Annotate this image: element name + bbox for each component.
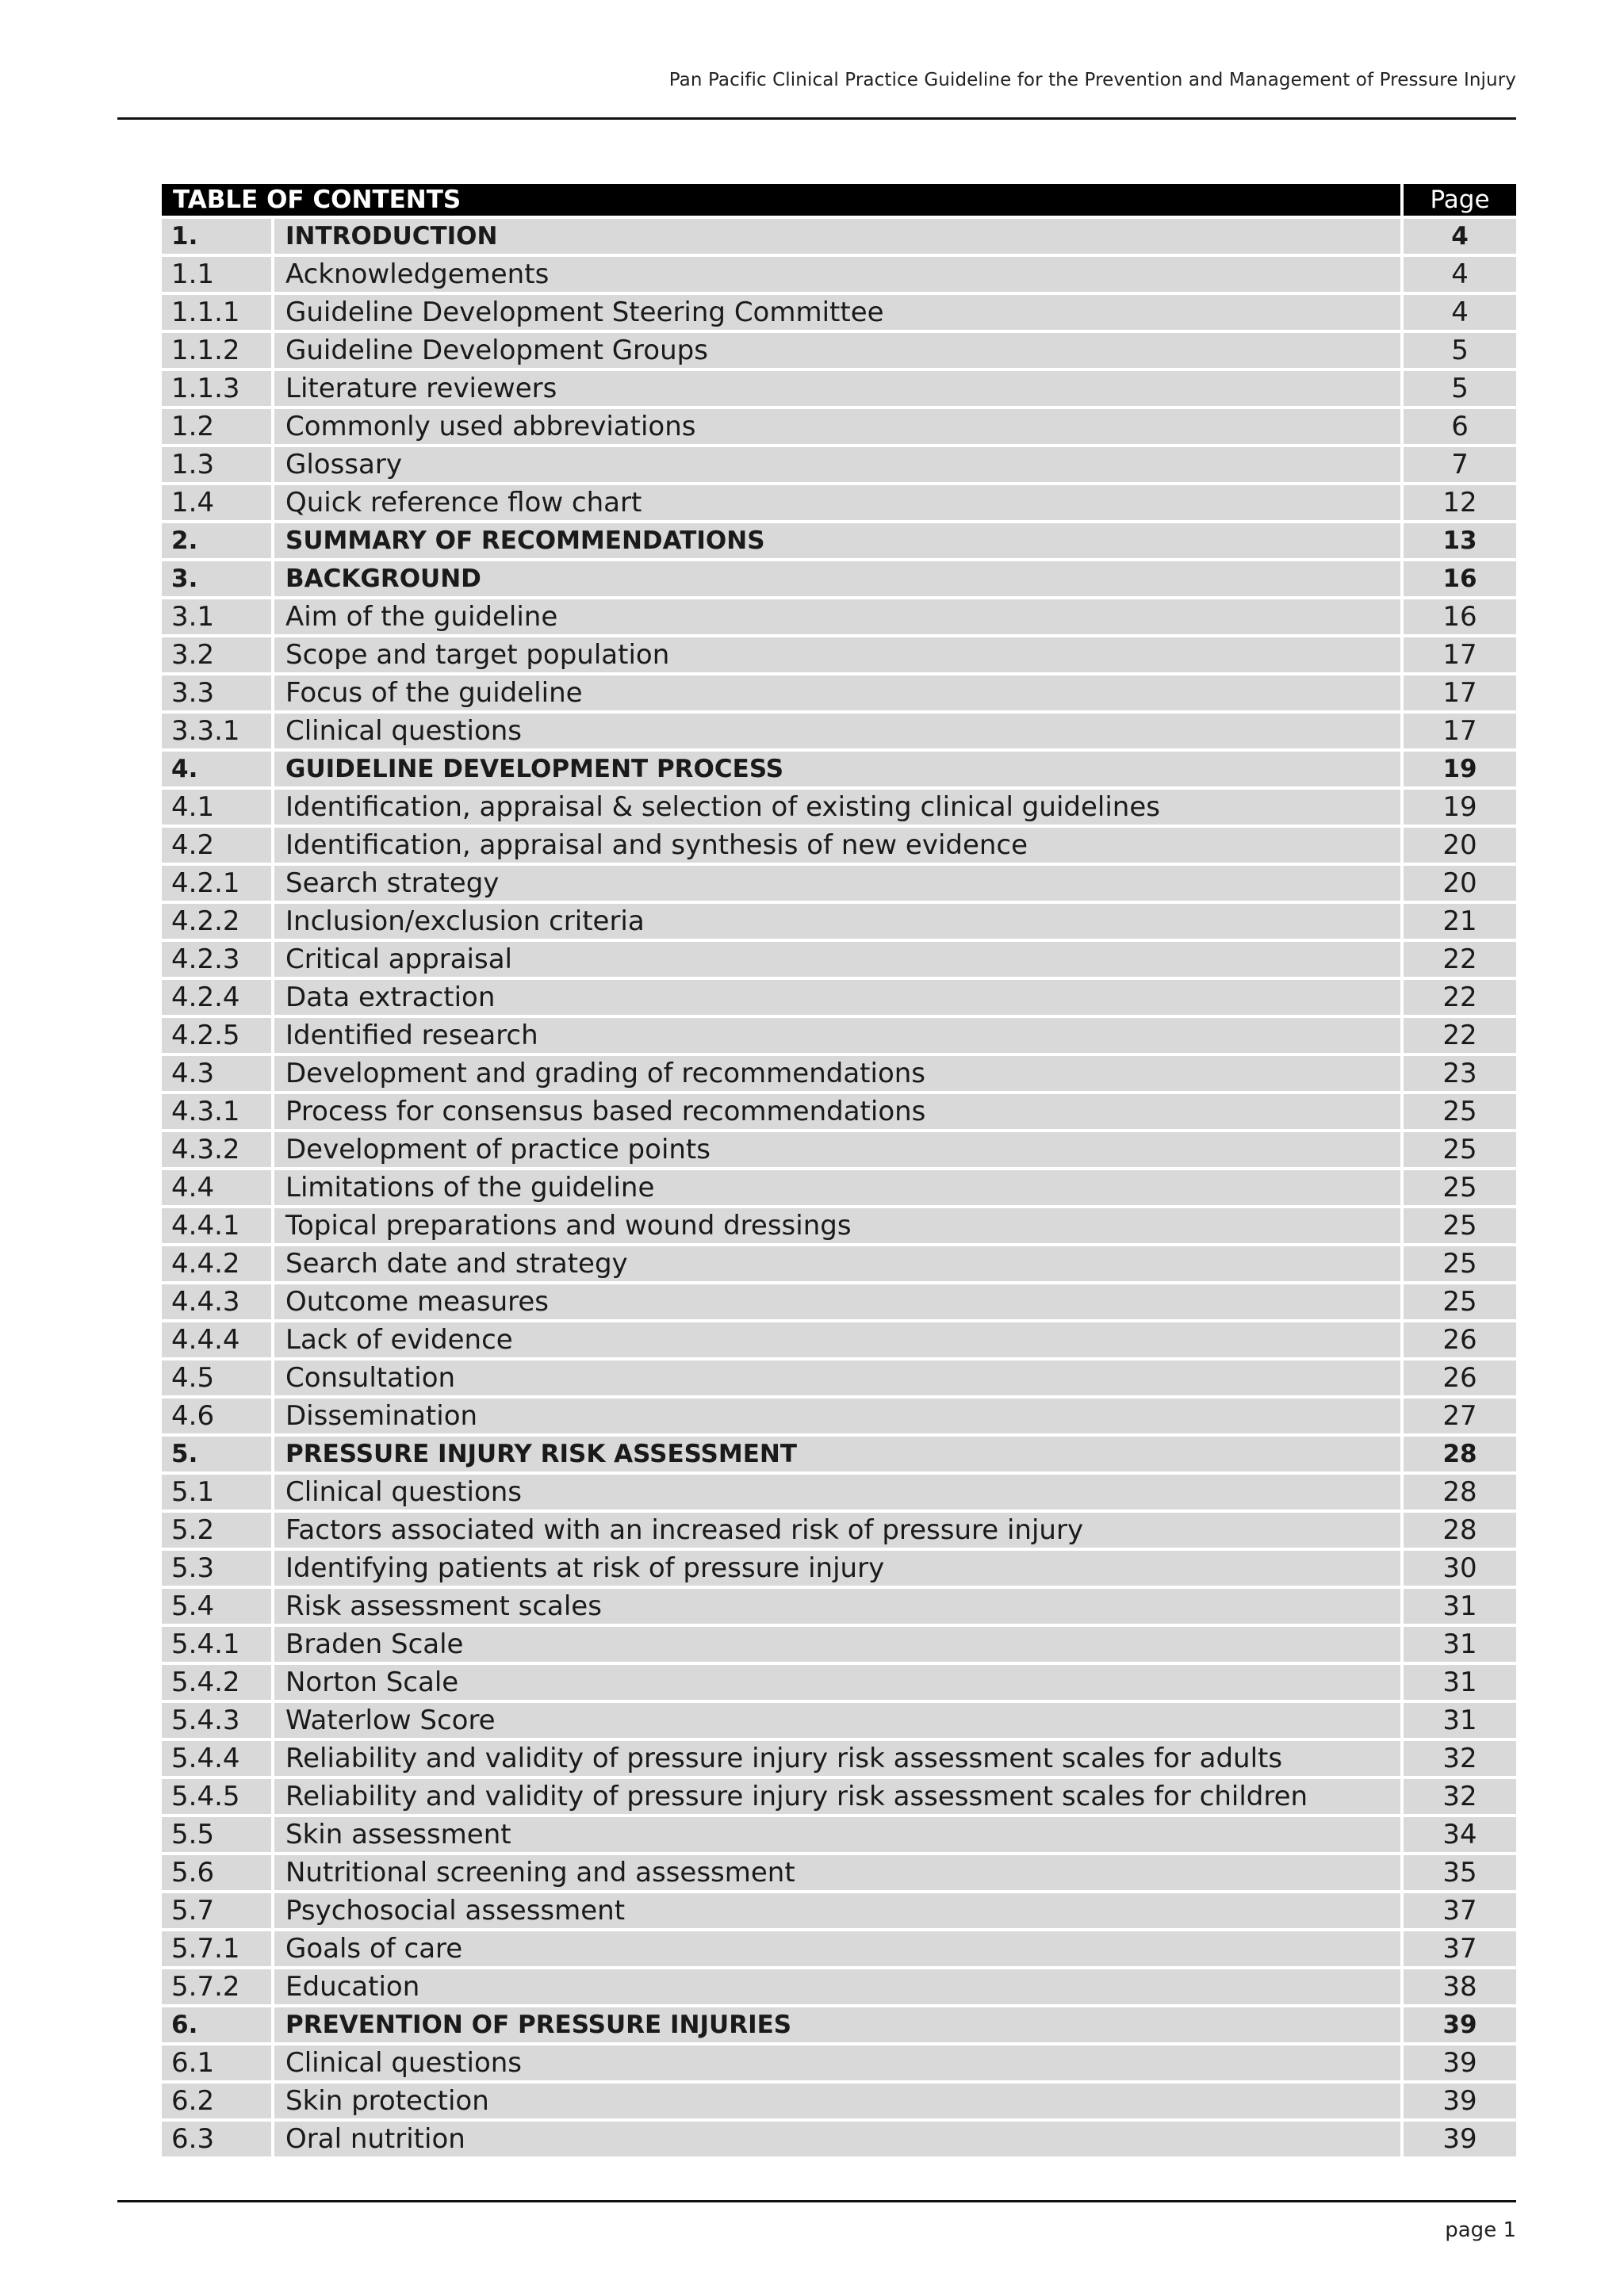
toc-entry-title: Development and grading of recommendations [274, 1056, 1400, 1091]
toc-entry-title: Clinical questions [274, 714, 1400, 748]
toc-entry-number: 4.4.2 [162, 1246, 271, 1281]
toc-row[interactable] [162, 1893, 1516, 1928]
toc-row[interactable] [162, 1246, 1516, 1281]
toc-entry-number: 4.1 [162, 790, 271, 825]
toc-row[interactable] [162, 333, 1516, 368]
toc-row[interactable] [162, 257, 1516, 292]
toc-entry-page: 39 [1404, 2122, 1516, 2156]
toc-row[interactable] [162, 1513, 1516, 1548]
toc-entry-page: 23 [1404, 1056, 1516, 1091]
toc-entry-page: 37 [1404, 1893, 1516, 1928]
toc-entry-title: Glossary [274, 447, 1400, 482]
toc-entry-page: 7 [1404, 447, 1516, 482]
toc-entry-number: 1. [162, 219, 271, 254]
toc-entry-title: Critical appraisal [274, 942, 1400, 977]
toc-entry-number: 4.4.3 [162, 1284, 271, 1319]
toc-entry-title: Guideline Development Steering Committee [274, 295, 1400, 330]
toc-header-row [162, 184, 1516, 216]
toc-entry-page: 39 [1404, 2007, 1516, 2042]
toc-entry-title: Topical preparations and wound dressings [274, 1208, 1400, 1243]
toc-entry-page: 28 [1404, 1475, 1516, 1510]
toc-heading: TABLE OF CONTENTS [162, 184, 1400, 216]
toc-entry-number: 4.2.2 [162, 904, 271, 939]
toc-entry-page: 31 [1404, 1665, 1516, 1700]
table-of-contents [159, 181, 1519, 2160]
toc-entry-page: 25 [1404, 1284, 1516, 1319]
toc-entry-page: 16 [1404, 599, 1516, 634]
toc-entry-title: Skin protection [274, 2084, 1400, 2118]
toc-row[interactable] [162, 675, 1516, 710]
toc-entry-page: 16 [1404, 561, 1516, 596]
toc-entry-page: 37 [1404, 1931, 1516, 1966]
toc-entry-page: 25 [1404, 1170, 1516, 1205]
toc-entry-title: Norton Scale [274, 1665, 1400, 1700]
toc-row[interactable] [162, 1969, 1516, 2004]
toc-entry-number: 5.4.5 [162, 1779, 271, 1814]
toc-row[interactable] [162, 980, 1516, 1015]
toc-row[interactable] [162, 599, 1516, 634]
toc-entry-number: 4.4.1 [162, 1208, 271, 1243]
toc-entry-title: Identification, appraisal and synthesis of new evidence [274, 828, 1400, 863]
toc-row[interactable] [162, 1056, 1516, 1091]
toc-section-row[interactable] [162, 219, 1516, 254]
toc-entry-page: 32 [1404, 1741, 1516, 1776]
toc-entry-title: Limitations of the guideline [274, 1170, 1400, 1205]
toc-entry-title: Oral nutrition [274, 2122, 1400, 2156]
toc-entry-number: 1.3 [162, 447, 271, 482]
toc-entry-number: 3.2 [162, 637, 271, 672]
toc-row[interactable] [162, 866, 1516, 901]
toc-row[interactable] [162, 942, 1516, 977]
toc-entry-page: 31 [1404, 1703, 1516, 1738]
running-header: Pan Pacific Clinical Practice Guideline for the Prevention and Management of Pressure Injury [668, 70, 1516, 90]
toc-entry-number: 5.1 [162, 1475, 271, 1510]
toc-row[interactable] [162, 904, 1516, 939]
toc-entry-number: 4.2.5 [162, 1018, 271, 1053]
toc-entry-title: Focus of the guideline [274, 675, 1400, 710]
toc-entry-number: 1.2 [162, 409, 271, 444]
toc-row[interactable] [162, 1322, 1516, 1357]
toc-entry-title: Scope and target population [274, 637, 1400, 672]
toc-entry-title: Acknowledgements [274, 257, 1400, 292]
toc-body [162, 219, 1516, 2156]
toc-entry-title: Commonly used abbreviations [274, 409, 1400, 444]
toc-row[interactable] [162, 1665, 1516, 1700]
toc-row[interactable] [162, 1855, 1516, 1890]
header-divider [117, 117, 1516, 120]
toc-entry-page: 4 [1404, 295, 1516, 330]
toc-row[interactable] [162, 1589, 1516, 1624]
toc-section-row[interactable] [162, 2007, 1516, 2042]
toc-entry-page: 32 [1404, 1779, 1516, 1814]
toc-entry-title: GUIDELINE DEVELOPMENT PROCESS [274, 752, 1400, 786]
toc-row[interactable] [162, 1170, 1516, 1205]
toc-entry-number: 1.1.2 [162, 333, 271, 368]
toc-entry-title: Data extraction [274, 980, 1400, 1015]
toc-row[interactable] [162, 485, 1516, 520]
toc-entry-page: 22 [1404, 980, 1516, 1015]
toc-entry-page: 28 [1404, 1513, 1516, 1548]
toc-page-heading: Page [1404, 184, 1516, 216]
toc-entry-title: Search date and strategy [274, 1246, 1400, 1281]
toc-entry-page: 25 [1404, 1132, 1516, 1167]
toc-entry-page: 31 [1404, 1627, 1516, 1662]
toc-entry-number: 5.5 [162, 1817, 271, 1852]
toc-entry-title: Process for consensus based recommendations [274, 1094, 1400, 1129]
toc-entry-page: 19 [1404, 790, 1516, 825]
toc-entry-number: 5.4.1 [162, 1627, 271, 1662]
toc-entry-title: Education [274, 1969, 1400, 2004]
toc-row[interactable] [162, 1779, 1516, 1814]
toc-entry-number: 4.2.1 [162, 866, 271, 901]
toc-row[interactable] [162, 1703, 1516, 1738]
toc-row[interactable] [162, 1817, 1516, 1852]
toc-entry-number: 5.4.3 [162, 1703, 271, 1738]
toc-entry-page: 35 [1404, 1855, 1516, 1890]
toc-entry-number: 4.2.3 [162, 942, 271, 977]
toc-row[interactable] [162, 2045, 1516, 2080]
toc-row[interactable] [162, 1551, 1516, 1586]
toc-row[interactable] [162, 2084, 1516, 2118]
toc-entry-page: 13 [1404, 523, 1516, 558]
toc-entry-number: 3.3 [162, 675, 271, 710]
toc-entry-number: 5.2 [162, 1513, 271, 1548]
toc-row[interactable] [162, 828, 1516, 863]
toc-section-row[interactable] [162, 752, 1516, 786]
toc-entry-page: 5 [1404, 371, 1516, 406]
toc-entry-title: SUMMARY OF RECOMMENDATIONS [274, 523, 1400, 558]
toc-entry-number: 1.1.3 [162, 371, 271, 406]
toc-entry-number: 5.3 [162, 1551, 271, 1586]
toc-entry-title: Identified research [274, 1018, 1400, 1053]
toc-row[interactable] [162, 1360, 1516, 1395]
toc-entry-title: INTRODUCTION [274, 219, 1400, 254]
toc-entry-number: 4.3.2 [162, 1132, 271, 1167]
toc-entry-title: Clinical questions [274, 1475, 1400, 1510]
toc-entry-title: PRESSURE INJURY RISK ASSESSMENT [274, 1437, 1400, 1471]
toc-entry-number: 4.4.4 [162, 1322, 271, 1357]
toc-entry-page: 20 [1404, 828, 1516, 863]
toc-section-row[interactable] [162, 523, 1516, 558]
toc-entry-number: 4.2 [162, 828, 271, 863]
toc-entry-page: 12 [1404, 485, 1516, 520]
toc-row[interactable] [162, 790, 1516, 825]
toc-entry-title: Guideline Development Groups [274, 333, 1400, 368]
toc-entry-page: 19 [1404, 752, 1516, 786]
toc-entry-number: 3. [162, 561, 271, 596]
toc-row[interactable] [162, 1018, 1516, 1053]
toc-entry-number: 4. [162, 752, 271, 786]
toc-entry-title: Factors associated with an increased risk of pressure injury [274, 1513, 1400, 1548]
toc-row[interactable] [162, 447, 1516, 482]
toc-entry-number: 6.1 [162, 2045, 271, 2080]
toc-entry-page: 39 [1404, 2084, 1516, 2118]
toc-entry-number: 5.7.2 [162, 1969, 271, 2004]
toc-entry-number: 3.1 [162, 599, 271, 634]
toc-entry-number: 5.4.2 [162, 1665, 271, 1700]
toc-entry-title: Waterlow Score [274, 1703, 1400, 1738]
toc-entry-title: Development of practice points [274, 1132, 1400, 1167]
toc-entry-title: Identification, appraisal & selection of existing clinical guidelines [274, 790, 1400, 825]
toc-row[interactable] [162, 371, 1516, 406]
toc-entry-page: 20 [1404, 866, 1516, 901]
toc-entry-page: 28 [1404, 1437, 1516, 1471]
toc-row[interactable] [162, 295, 1516, 330]
toc-entry-page: 17 [1404, 714, 1516, 748]
toc-entry-title: Outcome measures [274, 1284, 1400, 1319]
toc-entry-page: 25 [1404, 1208, 1516, 1243]
toc-entry-page: 27 [1404, 1399, 1516, 1433]
toc-row[interactable] [162, 1094, 1516, 1129]
toc-entry-page: 22 [1404, 942, 1516, 977]
toc-entry-page: 17 [1404, 675, 1516, 710]
toc-entry-title: Clinical questions [274, 2045, 1400, 2080]
toc-entry-number: 4.4 [162, 1170, 271, 1205]
toc-row[interactable] [162, 2122, 1516, 2156]
toc-entry-number: 4.5 [162, 1360, 271, 1395]
toc-entry-title: BACKGROUND [274, 561, 1400, 596]
toc-row[interactable] [162, 714, 1516, 748]
toc-row[interactable] [162, 637, 1516, 672]
toc-section-row[interactable] [162, 561, 1516, 596]
toc-entry-title: Search strategy [274, 866, 1400, 901]
toc-entry-page: 17 [1404, 637, 1516, 672]
toc-entry-title: Aim of the guideline [274, 599, 1400, 634]
toc-entry-title: Literature reviewers [274, 371, 1400, 406]
toc-entry-title: Goals of care [274, 1931, 1400, 1966]
toc-row[interactable] [162, 1627, 1516, 1662]
toc-entry-title: Identifying patients at risk of pressure injury [274, 1551, 1400, 1586]
toc-entry-page: 6 [1404, 409, 1516, 444]
toc-entry-title: Reliability and validity of pressure injury risk assessment scales for children [274, 1779, 1400, 1814]
toc-entry-title: Dissemination [274, 1399, 1400, 1433]
toc-row[interactable] [162, 1208, 1516, 1243]
toc-entry-page: 25 [1404, 1246, 1516, 1281]
toc-entry-page: 25 [1404, 1094, 1516, 1129]
toc-entry-title: Nutritional screening and assessment [274, 1855, 1400, 1890]
toc-entry-title: Inclusion/exclusion criteria [274, 904, 1400, 939]
toc-entry-number: 4.2.4 [162, 980, 271, 1015]
toc-entry-number: 4.3.1 [162, 1094, 271, 1129]
toc-entry-number: 4.6 [162, 1399, 271, 1433]
toc-entry-number: 5.6 [162, 1855, 271, 1890]
toc-entry-title: Lack of evidence [274, 1322, 1400, 1357]
toc-row[interactable] [162, 1399, 1516, 1433]
toc-entry-number: 2. [162, 523, 271, 558]
toc-row[interactable] [162, 409, 1516, 444]
toc-row[interactable] [162, 1132, 1516, 1167]
toc-entry-page: 21 [1404, 904, 1516, 939]
toc-entry-page: 26 [1404, 1322, 1516, 1357]
toc-entry-number: 5.4.4 [162, 1741, 271, 1776]
toc-entry-title: Skin assessment [274, 1817, 1400, 1852]
toc-entry-number: 5.7.1 [162, 1931, 271, 1966]
toc-entry-page: 4 [1404, 257, 1516, 292]
toc-entry-page: 26 [1404, 1360, 1516, 1395]
toc-entry-number: 6. [162, 2007, 271, 2042]
toc-entry-number: 4.3 [162, 1056, 271, 1091]
toc-entry-number: 5.4 [162, 1589, 271, 1624]
toc-entry-number: 1.1.1 [162, 295, 271, 330]
toc-entry-title: Reliability and validity of pressure injury risk assessment scales for adults [274, 1741, 1400, 1776]
toc-entry-number: 1.1 [162, 257, 271, 292]
toc-entry-number: 5.7 [162, 1893, 271, 1928]
footer-divider [117, 2200, 1516, 2202]
toc-entry-number: 6.3 [162, 2122, 271, 2156]
toc-entry-number: 5. [162, 1437, 271, 1471]
toc-entry-number: 1.4 [162, 485, 271, 520]
toc-row[interactable] [162, 1475, 1516, 1510]
toc-entry-page: 30 [1404, 1551, 1516, 1586]
toc-entry-number: 3.3.1 [162, 714, 271, 748]
toc-entry-title: Consultation [274, 1360, 1400, 1395]
toc-entry-title: Risk assessment scales [274, 1589, 1400, 1624]
toc-row[interactable] [162, 1931, 1516, 1966]
toc-row[interactable] [162, 1284, 1516, 1319]
toc-section-row[interactable] [162, 1437, 1516, 1471]
toc-entry-title: Braden Scale [274, 1627, 1400, 1662]
toc-entry-page: 38 [1404, 1969, 1516, 2004]
toc-entry-page: 5 [1404, 333, 1516, 368]
toc-entry-page: 22 [1404, 1018, 1516, 1053]
toc-entry-page: 39 [1404, 2045, 1516, 2080]
page-number: page 1 [1445, 2218, 1516, 2242]
toc-entry-title: Psychosocial assessment [274, 1893, 1400, 1928]
toc-row[interactable] [162, 1741, 1516, 1776]
toc-entry-title: Quick reference flow chart [274, 485, 1400, 520]
toc-entry-page: 31 [1404, 1589, 1516, 1624]
toc-entry-page: 4 [1404, 219, 1516, 254]
toc-entry-number: 6.2 [162, 2084, 271, 2118]
toc-entry-title: PREVENTION OF PRESSURE INJURIES [274, 2007, 1400, 2042]
toc-entry-page: 34 [1404, 1817, 1516, 1852]
